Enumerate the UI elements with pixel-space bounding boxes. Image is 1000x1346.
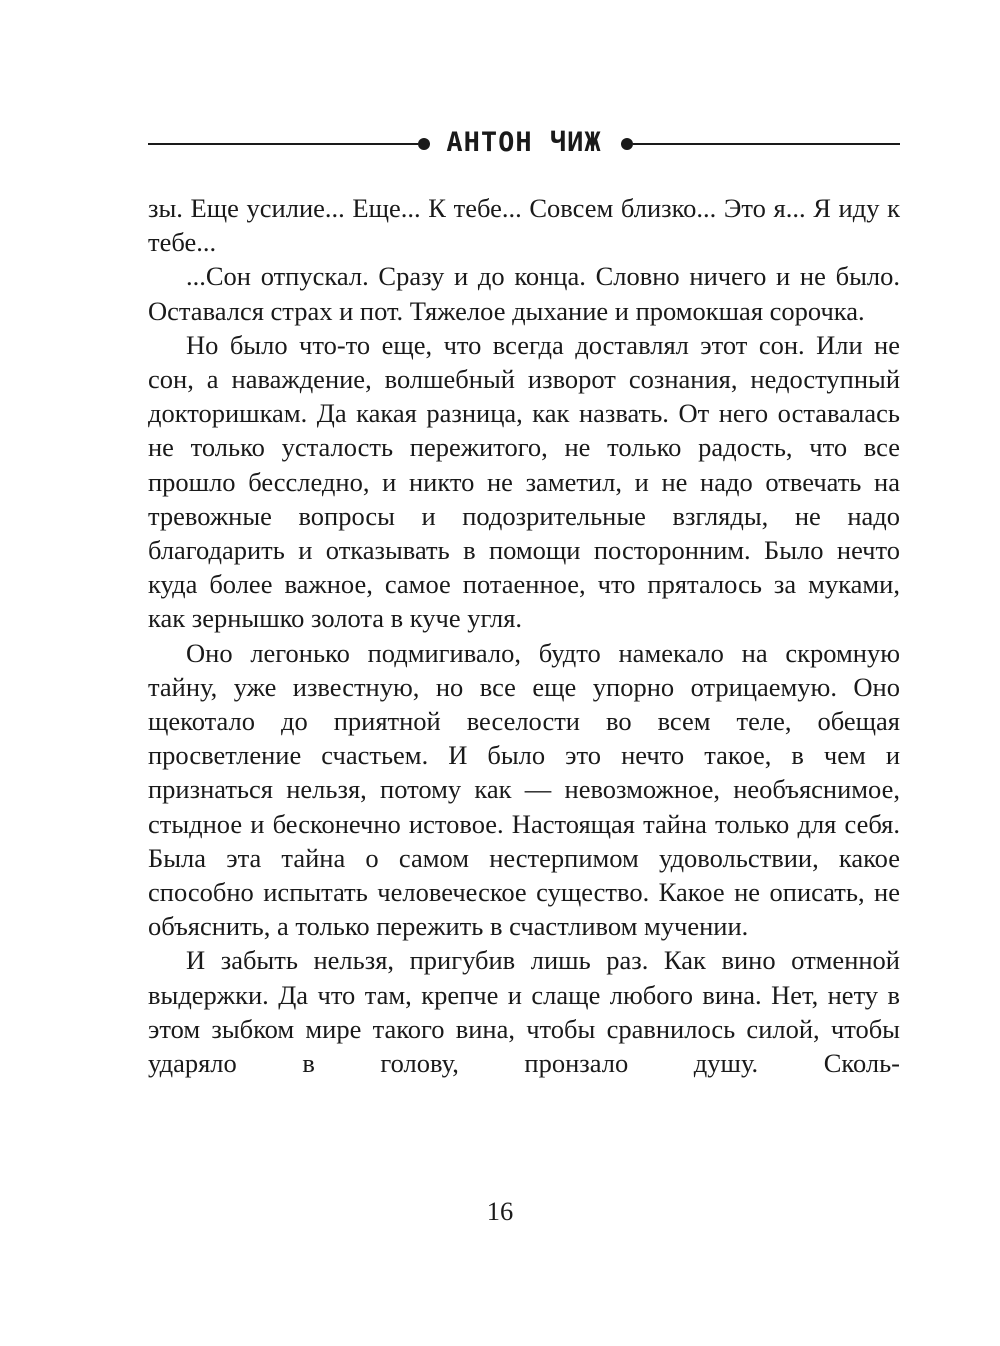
running-header — [148, 118, 900, 168]
bullet-dot-left-icon — [418, 138, 430, 150]
header-rule-right — [633, 143, 900, 145]
running-header-author: АНТОН ЧИЖ — [446, 127, 602, 158]
header-rule-left — [148, 143, 418, 145]
paragraph: Оно легонько подмигивало, будто намекало на скромную тайну, уже известную, но все еще упорно отрицаемую. Оно щекотало до приятной веселости во всем теле, обещая просветление счастьем. И было это нечто такое, в чем и признаться нельзя, потому как — невозможное, необъяснимое, стыдное и бесконечно истовое. Настоящая тайна только для себя. Была эта тайна о самом нестерпимом удовольствии, какое способно испытать человеческое существо. Какое не описать, не объяснить, а только пережить в счастливом мучении. — [148, 637, 900, 942]
body-text — [148, 191, 900, 1080]
bullet-dot-right-icon — [621, 138, 633, 150]
paragraph: зы. Еще усилие... Еще... К тебе... Совсем близко... Это я... Я иду к тебе... — [148, 193, 900, 258]
paragraph: ...Сон отпускал. Сразу и до конца. Словно ничего и не было. Оставался страх и пот. Тяжелое дыхание и промокшая сорочка. — [148, 261, 900, 326]
paragraph: Но было что-то еще, что всегда доставлял этот сон. Или не сон, а наваждение, волшебный изворот сознания, недоступный докторишкам. Да какая разница, как назвать. От него оставалась не только усталость пережитого, не только радость, что все прошло бесследно, и никто не заметил, и не надо отвечать на тревожные вопросы и подозрительные взгляды, не надо благодарить и отказывать в помощи посторонним. Было нечто куда более важное, самое потаенное, что пряталось за муками, как зернышко золота в куче угля. — [148, 329, 900, 634]
page-number: 16 — [486, 1196, 514, 1226]
paragraph: И забыть нельзя, пригубив лишь раз. Как вино отменной выдержки. Да что там, крепче и слаще любого вина. Нет, нету в этом зыбком мире такого вина, чтобы сравнилось силой, чтобы ударяло в голову, пронзало душу. Сколь- — [148, 945, 900, 1079]
